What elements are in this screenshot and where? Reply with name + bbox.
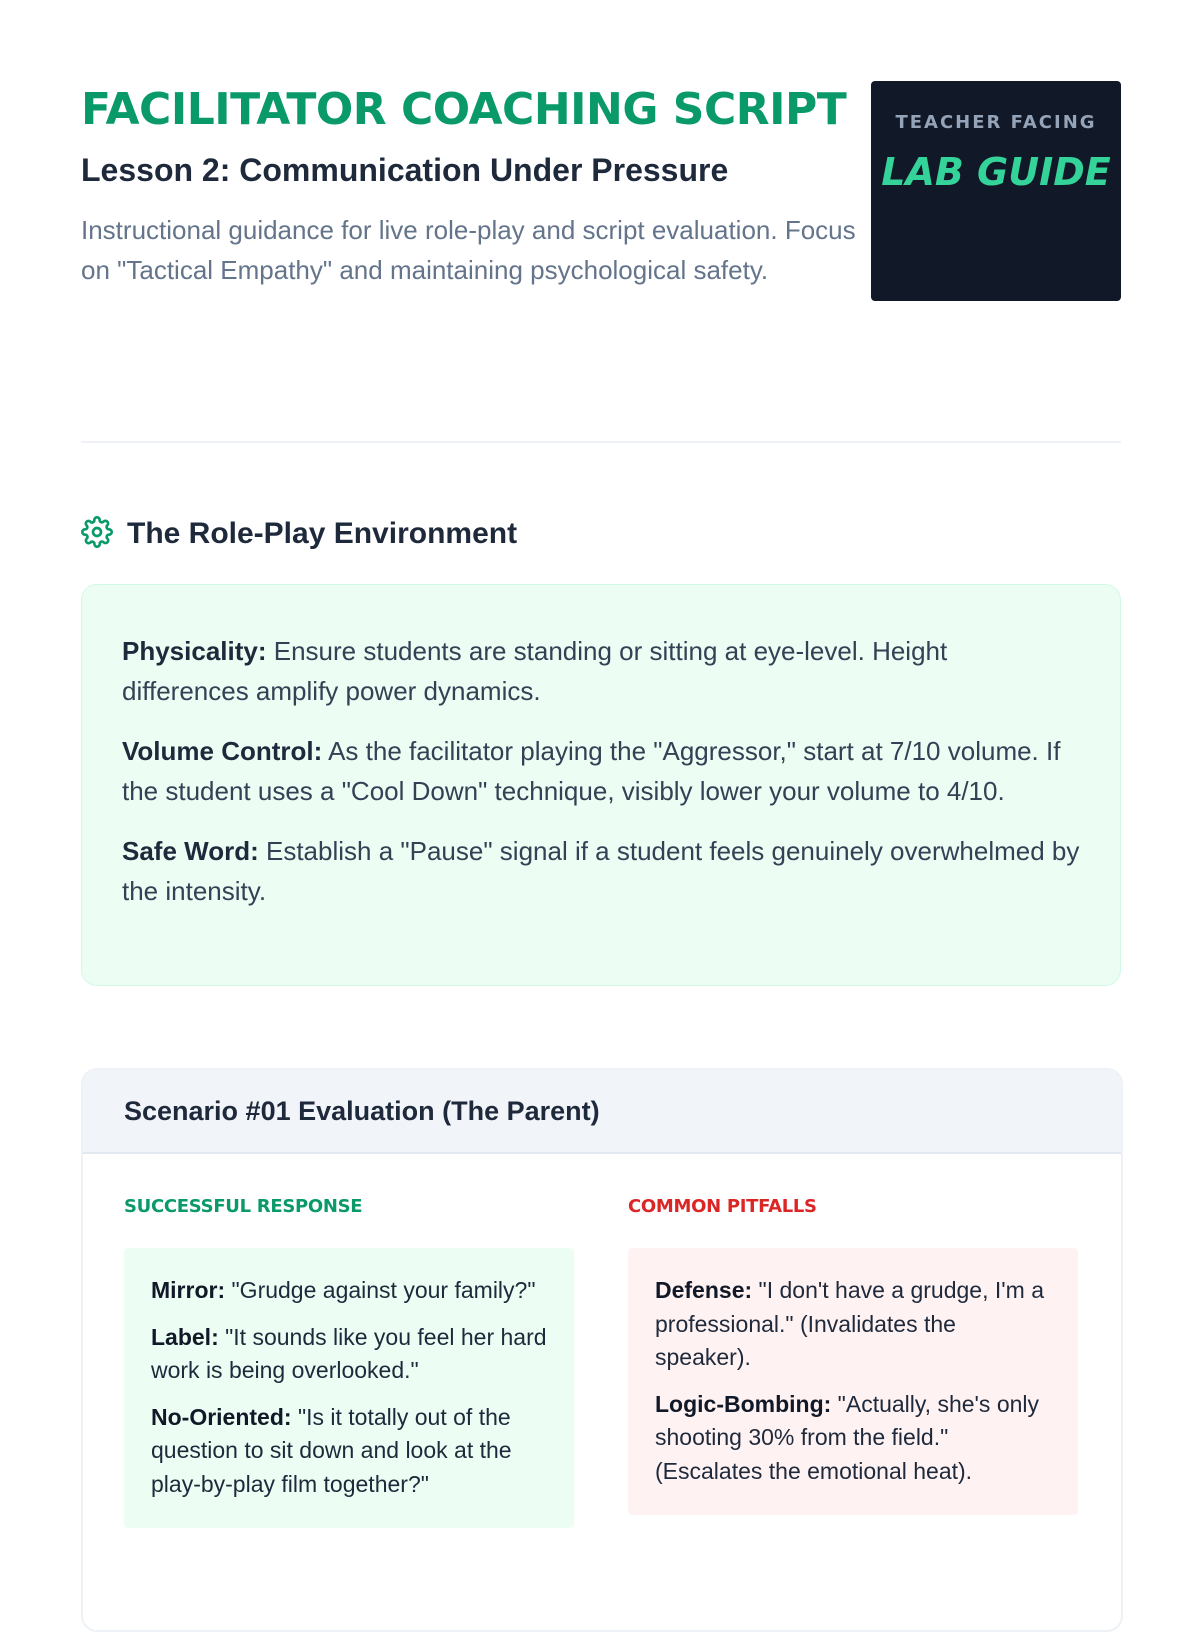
environment-list bbox=[82, 585, 1120, 911]
environment-section-header bbox=[81, 514, 517, 554]
item-text: "Is it totally out of the question to sit down and look at the play-by-play film together?" bbox=[151, 1403, 512, 1497]
intro-text: Instructional guidance for live role-play and script evaluation. Focus on "Tactical Empathy" and maintaining psychological safety. bbox=[81, 215, 856, 285]
gear-icon bbox=[81, 516, 113, 553]
environment-section-title: The Role-Play Environment bbox=[127, 517, 518, 550]
item-text: "Grudge against your family?" bbox=[225, 1277, 536, 1303]
item-text: "Actually, she's only shooting 30% from the field." (Escalates the emotional heat). bbox=[655, 1390, 1040, 1484]
common-pitfalls-column bbox=[628, 1194, 1078, 1515]
list-item bbox=[151, 1321, 547, 1388]
badge-label: LAB GUIDE bbox=[881, 150, 1111, 194]
successful-response-box bbox=[124, 1248, 574, 1528]
item-text: Establish a "Pause" signal if a student feels genuinely overwhelmed by the intensity. bbox=[122, 836, 1080, 906]
scenario-card-header bbox=[83, 1070, 1121, 1154]
item-text: Ensure students are standing or sitting at eye-level. Height differences amplify power dynamics. bbox=[122, 636, 948, 706]
list-item bbox=[151, 1274, 547, 1308]
item-term: Safe Word: bbox=[122, 836, 259, 866]
list-item bbox=[122, 831, 1080, 911]
list-item bbox=[151, 1401, 547, 1502]
list-item bbox=[655, 1274, 1051, 1375]
document-header bbox=[81, 80, 861, 290]
badge-audience: TEACHER FACING bbox=[895, 112, 1097, 133]
list-item bbox=[655, 1388, 1051, 1489]
item-term: Logic-Bombing: bbox=[655, 1390, 832, 1417]
item-term: Mirror: bbox=[151, 1277, 226, 1303]
header-divider bbox=[81, 441, 1121, 443]
successful-response-label: SUCCESSFUL RESPONSE bbox=[124, 1196, 363, 1217]
item-term: No-Oriented: bbox=[151, 1403, 292, 1430]
lesson-subtitle: Lesson 2: Communication Under Pressure bbox=[81, 152, 729, 188]
list-item bbox=[122, 731, 1080, 811]
scenario-title: Scenario #01 Evaluation (The Parent) bbox=[124, 1095, 600, 1126]
item-text: As the facilitator playing the "Aggressor," start at 7/10 volume. If the student uses a "Cool Down" technique, visibly lower your volume to 4/10. bbox=[122, 736, 1061, 806]
page-title: FACILITATOR COACHING SCRIPT bbox=[81, 84, 847, 135]
environment-callout bbox=[81, 584, 1121, 986]
lab-guide-badge bbox=[871, 81, 1121, 301]
common-pitfalls-box bbox=[628, 1248, 1078, 1515]
item-text: "It sounds like you feel her hard work is being overlooked." bbox=[151, 1323, 547, 1383]
item-term: Label: bbox=[151, 1323, 219, 1350]
item-term: Defense: bbox=[655, 1277, 753, 1303]
item-term: Physicality: bbox=[122, 636, 267, 666]
item-text: "I don't have a grudge, I'm a professional." (Invalidates the speaker). bbox=[655, 1277, 1045, 1370]
scenario-card bbox=[81, 1068, 1123, 1632]
common-pitfalls-label: COMMON PITFALLS bbox=[628, 1196, 817, 1217]
successful-response-column bbox=[124, 1194, 574, 1528]
item-term: Volume Control: bbox=[122, 736, 323, 766]
list-item bbox=[122, 631, 1080, 711]
